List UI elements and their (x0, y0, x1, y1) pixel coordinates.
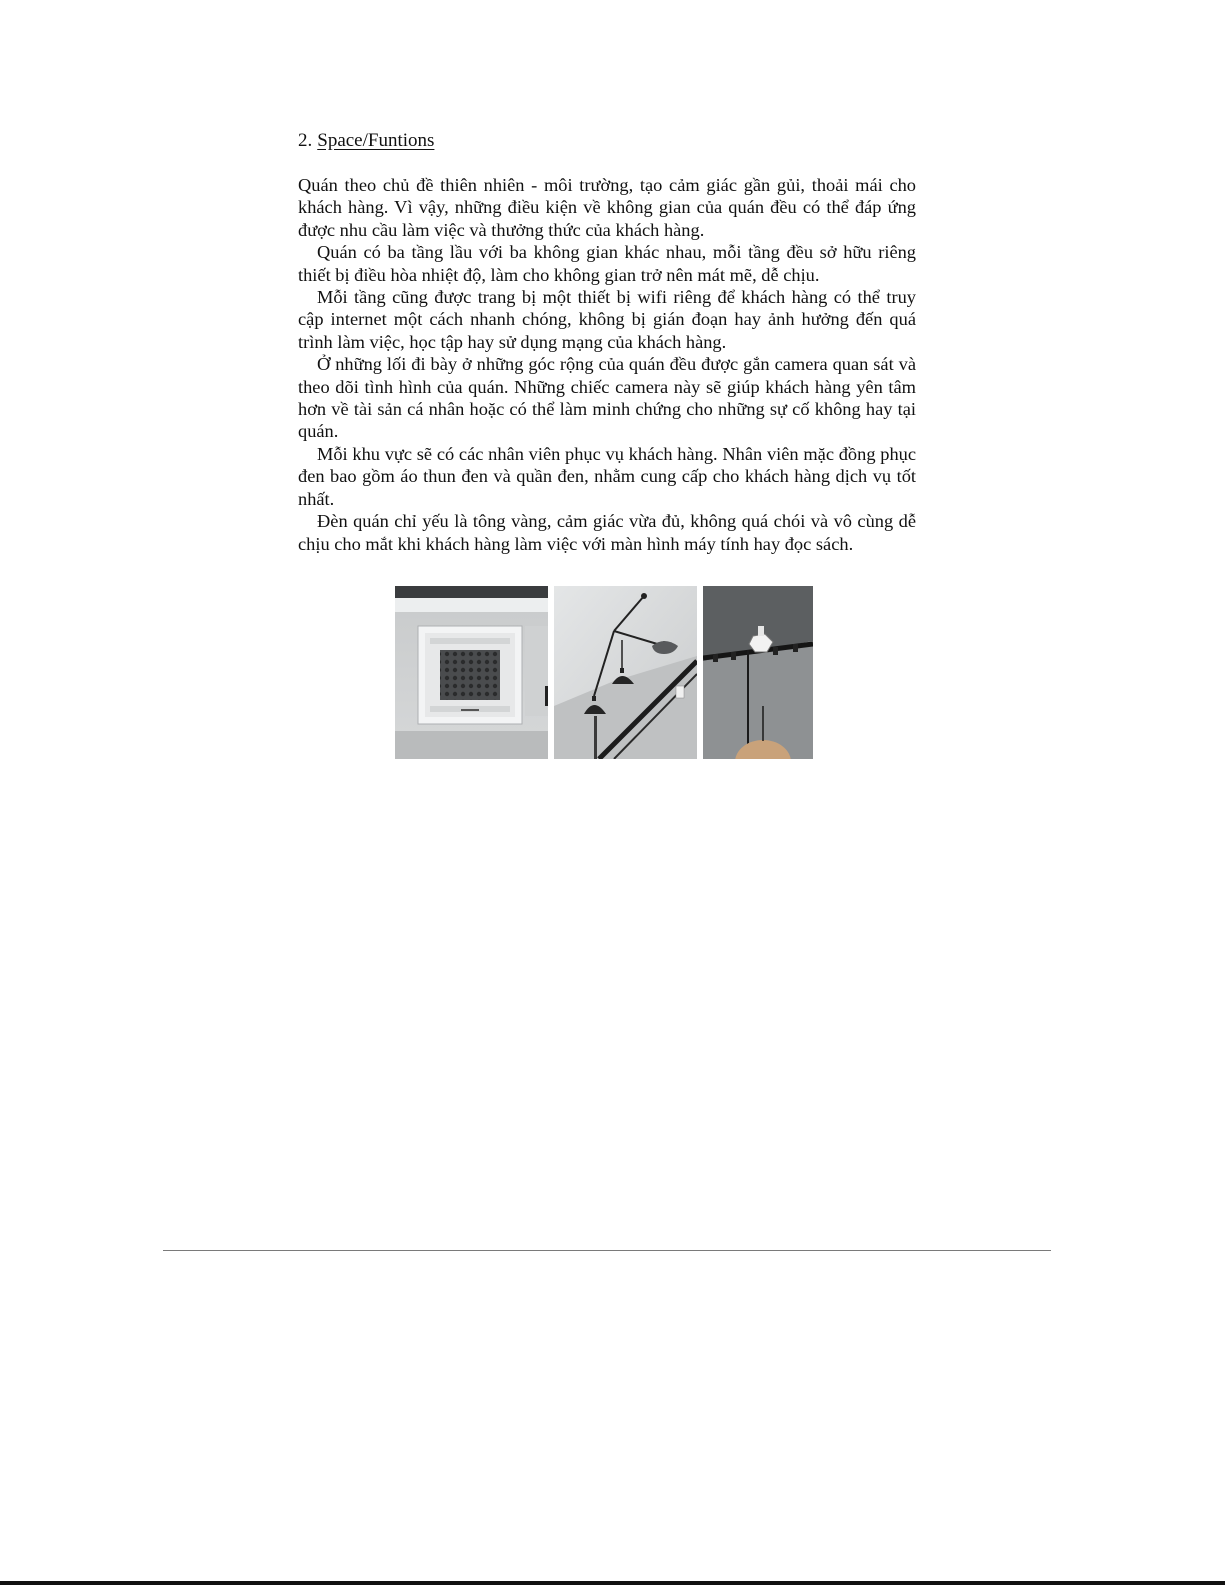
paragraph: Mỗi khu vực sẽ có các nhân viên phục vụ khách hàng. Nhân viên mặc đồng phục đen bao gồm áo thun đen và quần đen, nhằm cung cấp cho khách hàng dịch vụ tốt nhất. (298, 443, 916, 509)
page-bottom-edge (0, 1581, 1225, 1585)
section-title: Space/Funtions (317, 130, 435, 151)
ceiling-lamps-photo (554, 586, 697, 759)
paragraph: Ở những lối đi bày ở những góc rộng của quán đều được gắn camera quan sát và theo dõi tình hình của quán. Những chiếc camera này sẽ giúp khách hàng yên tâm hơn về tài sản cá nhân hoặc có thể làm minh chứng cho những sự cố không hay tại quán. (298, 354, 916, 442)
section-number: 2. (298, 130, 313, 151)
horizontal-rule (163, 1250, 1051, 1251)
section-heading (298, 130, 434, 152)
paragraph: Mỗi tầng cũng được trang bị một thiết bị wifi riêng để khách hàng có thể truy cập internet một cách nhanh chóng, không bị gián đoạn hay ảnh hưởng đến quá trình làm việc, học tập hay sử dụng mạng của khách hàng. (298, 287, 916, 352)
paragraph: Quán theo chủ đề thiên nhiên - môi trường, tạo cảm giác gần gủi, thoải mái cho khách hàng. Vì vậy, những điều kiện về không gian của quán đều có thể đáp ứng được nhu cầu làm việc và thưởng thức của khách hàng. (298, 175, 916, 240)
air-conditioner-photo (395, 586, 548, 759)
body-text (298, 174, 916, 555)
wifi-device-photo (703, 586, 813, 759)
paragraph: Đèn quán chỉ yếu là tông vàng, cảm giác vừa đủ, không quá chói và vô cùng dễ chịu cho mắt khi khách hàng làm việc với màn hình máy tính hay đọc sách. (298, 511, 916, 554)
paragraph: Quán có ba tầng lầu với ba không gian khác nhau, mỗi tầng đều sở hữu riêng thiết bị điều hòa nhiệt độ, làm cho không gian trở nên mát mẽ, dễ chịu. (298, 242, 916, 285)
